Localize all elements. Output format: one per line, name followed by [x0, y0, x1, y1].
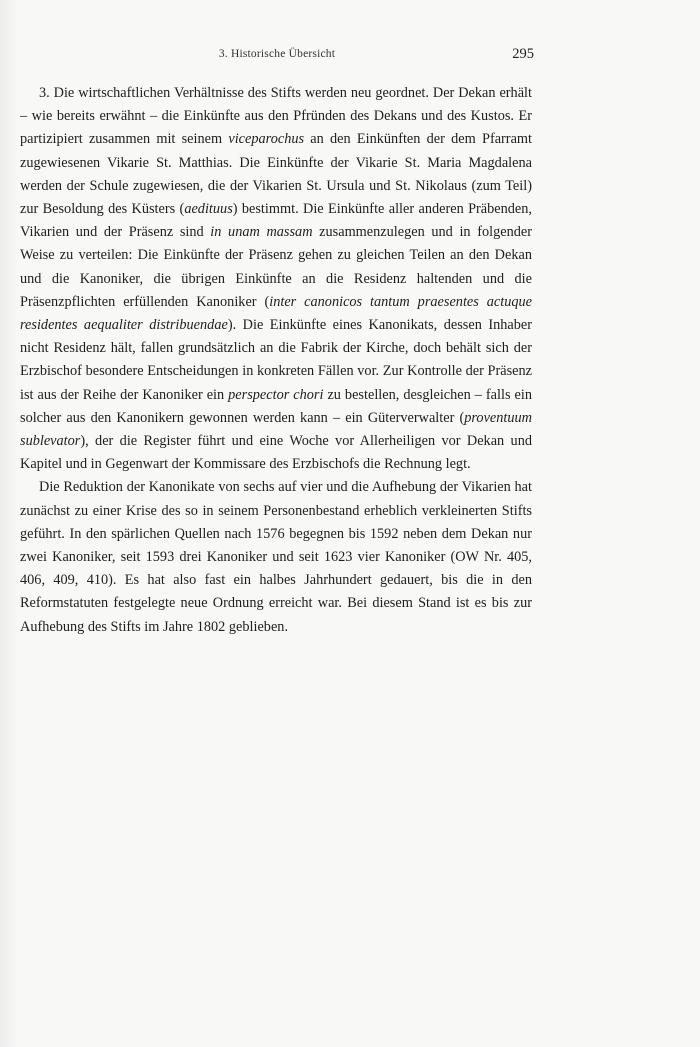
running-head: 3. Historische Übersicht [218, 48, 336, 60]
page-edge-shadow [0, 0, 18, 1047]
body-text [20, 82, 532, 639]
text-run: zu bestellen, desgleichen – falls ein solcher aus den Kanonikern gewonnen werden kann – ein Güterverwalter ( [20, 386, 532, 426]
latin-term: in unam massam [210, 224, 313, 241]
text-run: an den Einkünften der dem Pfarramt zugewiesenen Vikarie St. Matthias. Die Einkünfte der Vikarie St. Maria Magdalena werden der Schule zugewiesen, die der Vikarien St. Ursula und St. Nikolaus (zum Teil) zur Besoldung des Küsters ( [20, 131, 533, 218]
latin-quote: inter canonicos tantum praesentes actuque residentes aequaliter distribuendae [20, 293, 532, 334]
text-run: ) bestimmt. Die Einkünfte aller anderen Präbenden, Vikarien und der Präsenz sind [20, 201, 532, 241]
paragraph-reduction-canonries: Die Reduktion der Kanonikate von sechs auf vier und die Aufhebung der Vikarien hat zunächst zu einer Krise des so in seinem Personenbestand erheblich verkleinerten Stifts geführt. In den spärlichen Quellen nach 1576 begegnen bis 1592 neben dem Dekan nur zwei Kanoniker, seit 1593 drei Kanoniker und seit 1623 vier Kanoniker (OW Nr. 405, 406, 409, 410). Es hat also fast ein halbes Jahrhundert gedauert, bis die in den Reformstatuten festgelegte neue Ordnung erreicht war. Bei diesem Stand ist es bis zur Aufhebung des Stifts im Jahre 1802 geblieben. [20, 479, 532, 635]
latin-term: perspector chori [228, 386, 324, 403]
page-number: 295 [512, 46, 534, 62]
latin-term: aedituus [184, 201, 233, 218]
text-run: zusammenzulegen und in folgender Weise zu verteilen: Die Einkünfte der Präsenz gehen zu gleichen Teilen an den Dekan und die Kanoniker, die übrigen Einkünfte an die Residenz haltenden und die Präsenzpflichten erfüllenden Kanoniker ( [20, 224, 532, 310]
text-run: ). Die Einkünfte eines Kanonikats, dessen Inhaber nicht Residenz hält, fallen grundsätzlich an die Fabrik der Kirche, doch behält sich der Erzbischof besondere Entscheidungen in konkreten Fällen vor. Zur Kontrolle der Präsenz ist aus der Reihe der Kanoniker ein [20, 317, 532, 403]
page-header [20, 46, 534, 68]
latin-term: viceparochus [228, 131, 305, 148]
text-run: ), der die Register führt und eine Woche vor Allerheiligen vor Dekan und Kapitel und in Gegenwart der Kommissare des Erzbischofs die Rechnung legt. [20, 433, 532, 473]
text-run: 3. Die wirtschaftlichen Verhältnisse des Stifts werden neu geordnet. Der Dekan erhält – wie bereits erwähnt – die Einkünfte aus den Pfründen des Dekans und des Kustos. Er partizipiert zusammen mit seinem [20, 85, 532, 148]
paragraph-economic-conditions [20, 82, 532, 476]
latin-term: proventuum sublevator [20, 409, 532, 450]
